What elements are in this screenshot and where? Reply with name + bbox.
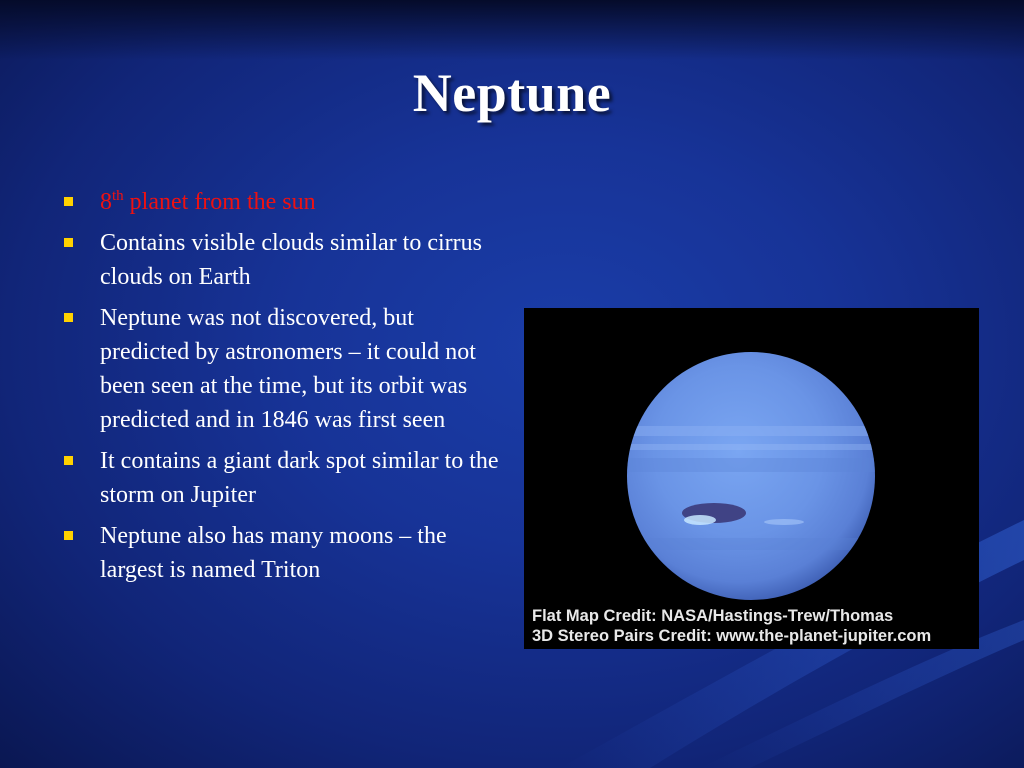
neptune-image	[524, 308, 979, 649]
bullet-square-icon	[64, 456, 73, 465]
image-credit-line-1: Flat Map Credit: NASA/Hastings-Trew/Thomas	[532, 607, 894, 625]
image-credit-line-2: 3D Stereo Pairs Credit: www.the-planet-jupiter.com	[532, 627, 932, 645]
bullet-item-dark-spot	[62, 444, 502, 512]
bullet-list	[62, 185, 502, 594]
bullet-item-discovery	[62, 301, 502, 437]
bullet-square-icon	[64, 238, 73, 247]
bullet-text: Neptune also has many moons – the largest is named Triton	[100, 523, 447, 583]
bullet-text: Contains visible clouds similar to cirrus clouds on Earth	[100, 230, 482, 290]
bullet-text: planet from the sun	[123, 189, 316, 215]
bullet-text: Neptune was not discovered, but predicted by astronomers – it could not been seen at the time, but its orbit was predicted and in 1846 was first seen	[100, 305, 476, 433]
bullet-superscript: th	[112, 188, 124, 204]
bullet-square-icon	[64, 531, 73, 540]
bullet-item-clouds	[62, 226, 502, 294]
slide-title: Neptune	[412, 63, 612, 123]
bullet-item-moons	[62, 519, 502, 587]
bullet-item-planet-order	[62, 185, 502, 219]
bullet-square-icon	[64, 313, 73, 322]
neptune-planet-graphic	[524, 308, 979, 649]
bullet-square-icon	[64, 197, 73, 206]
bullet-number: 8	[100, 189, 112, 215]
bullet-text: It contains a giant dark spot similar to the storm on Jupiter	[100, 448, 499, 508]
